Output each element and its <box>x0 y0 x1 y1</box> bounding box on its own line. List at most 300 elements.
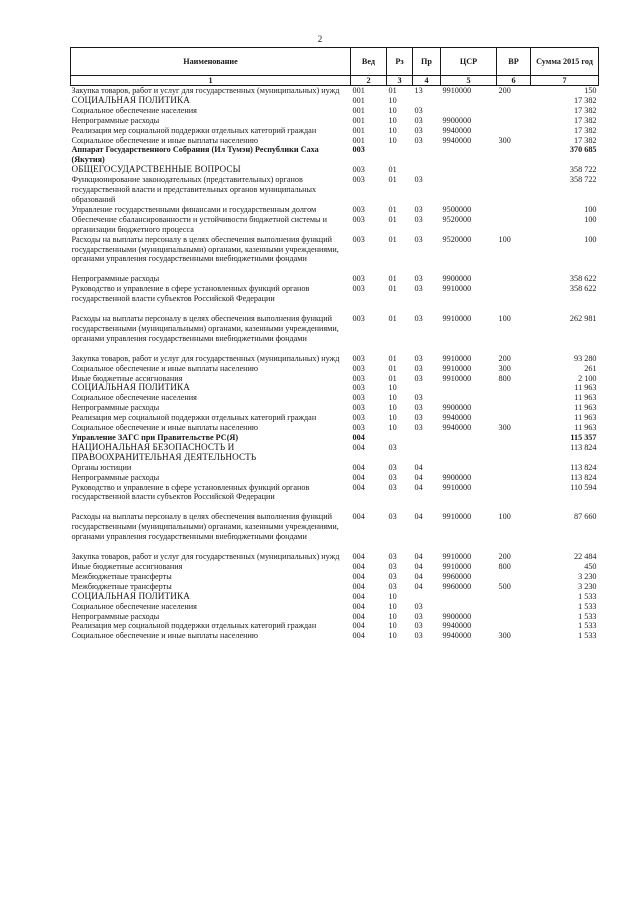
row-pr: 03 <box>414 611 423 621</box>
row-csr <box>441 383 497 393</box>
row-pr: 03 <box>414 601 423 611</box>
row-vr: 200 <box>498 552 511 562</box>
row-pr: 04 <box>414 581 423 591</box>
row-rz: 01 <box>388 363 397 373</box>
row-pr <box>413 165 441 175</box>
row-pr: 03 <box>414 284 423 294</box>
row-vr <box>497 483 531 513</box>
table-row <box>71 106 599 116</box>
row-csr <box>441 393 497 403</box>
table-row <box>71 126 599 136</box>
row-pr: 04 <box>414 462 423 472</box>
row-csr: 9900000 <box>442 472 472 482</box>
row-rz: 01 <box>388 204 397 214</box>
row-sum: 1 533 <box>578 611 597 621</box>
row-csr <box>441 165 497 175</box>
row-vr <box>497 215 531 235</box>
row-vr <box>497 592 531 602</box>
row-ved: 003 <box>352 214 365 224</box>
row-sum: 113 824 <box>570 472 597 482</box>
row-ved: 003 <box>352 165 365 175</box>
header-sum: Сумма 2015 год <box>531 48 599 76</box>
row-vr: 200 <box>498 353 511 363</box>
header-csr: ЦСР <box>441 48 497 76</box>
header-vr: ВР <box>497 48 531 76</box>
row-name: Социальное обеспечение и иные выплаты населению <box>71 135 258 145</box>
row-pr <box>413 145 441 165</box>
table-row <box>71 512 599 552</box>
row-sum: 11 963 <box>574 413 597 423</box>
table-row <box>71 354 599 364</box>
row-rz: 01 <box>388 274 397 284</box>
row-pr <box>413 96 441 106</box>
row-csr: 9910000 <box>442 353 472 363</box>
row-pr: 03 <box>414 363 423 373</box>
row-pr: 03 <box>414 115 423 125</box>
row-name: Межбюджетные трансферты <box>71 571 172 581</box>
row-sum: 87 660 <box>573 512 597 522</box>
row-name: Социальное обеспечение и иные выплаты населению <box>71 363 258 373</box>
row-vr <box>497 274 531 284</box>
row-ved: 004 <box>352 462 365 472</box>
row-ved: 003 <box>352 383 365 393</box>
row-csr: 9910000 <box>442 561 472 571</box>
row-name: Межбюджетные трансферты <box>71 581 172 591</box>
row-vr <box>497 106 531 116</box>
row-rz: 10 <box>388 631 397 641</box>
row-name: Расходы на выплаты персоналу в целях обеспечения выполнения функций государственными (муниципальными) органами, казенными учреждениями, органами управления государственными внебюджетными фондами <box>71 314 339 343</box>
row-vr <box>497 413 531 423</box>
row-ved: 003 <box>352 363 365 373</box>
row-vr <box>497 403 531 413</box>
table-row <box>71 413 599 423</box>
row-name: СОЦИАЛЬНАЯ ПОЛИТИКА <box>71 94 190 105</box>
row-csr: 9900000 <box>442 611 472 621</box>
row-pr: 03 <box>414 314 423 324</box>
budget-table <box>70 47 599 641</box>
row-name: Реализация мер социальной поддержки отдельных категорий граждан <box>71 413 317 423</box>
row-name: Социальное обеспечение и иные выплаты населению <box>71 423 258 433</box>
table-row <box>71 463 599 473</box>
row-ved: 001 <box>352 95 365 105</box>
header-name: Наименование <box>71 48 351 76</box>
row-vr: 300 <box>498 423 511 433</box>
row-ved: 003 <box>352 373 365 383</box>
row-ved: 004 <box>352 631 365 641</box>
row-csr: 9900000 <box>442 274 472 284</box>
row-rz: 03 <box>388 472 397 482</box>
column-number: 3 <box>387 76 413 86</box>
row-ved: 004 <box>352 472 365 482</box>
row-ved: 003 <box>352 403 365 413</box>
row-sum: 22 484 <box>573 552 597 562</box>
row-pr: 03 <box>414 413 423 423</box>
row-vr: 300 <box>498 135 511 145</box>
row-name: Иные бюджетные ассигнования <box>71 373 183 383</box>
row-rz: 10 <box>388 383 397 393</box>
row-sum: 17 382 <box>573 105 597 115</box>
table-row <box>71 612 599 622</box>
row-rz <box>387 433 413 443</box>
row-csr <box>441 175 497 205</box>
row-name: Социальное обеспечение и иные выплаты населению <box>71 631 258 641</box>
row-ved: 004 <box>352 621 365 631</box>
row-vr: 300 <box>498 363 511 373</box>
row-csr: 9900000 <box>442 403 472 413</box>
row-rz: 03 <box>388 442 397 452</box>
row-rz <box>387 145 413 165</box>
row-ved: 003 <box>352 353 365 363</box>
row-name: Расходы на выплаты персоналу в целях обеспечения выполнения функций государственными (муниципальными) органами, казенными учреждениями, органами управления государственными внебюджетными фондами <box>71 512 339 542</box>
row-vr <box>497 126 531 136</box>
row-sum: 110 594 <box>570 482 597 492</box>
row-pr: 03 <box>414 274 423 284</box>
row-rz: 01 <box>388 353 397 363</box>
row-pr: 04 <box>414 482 423 492</box>
row-pr: 03 <box>414 403 423 413</box>
row-rz: 10 <box>388 115 397 125</box>
row-pr <box>413 433 441 443</box>
row-rz: 10 <box>388 135 397 145</box>
row-vr <box>497 612 531 622</box>
row-csr: 9940000 <box>442 631 472 641</box>
row-csr <box>441 145 497 165</box>
row-name: Непрограммные расходы <box>71 472 160 482</box>
row-sum: 358 622 <box>569 274 597 284</box>
row-pr: 03 <box>414 423 423 433</box>
row-ved: 004 <box>352 581 365 591</box>
row-name: Обеспечение сбалансированности и устойчивости бюджетной системы и организации бюджетного процесса <box>71 214 327 234</box>
table-row <box>71 483 599 513</box>
header-ved: Вед <box>351 48 387 76</box>
row-rz: 01 <box>388 373 397 383</box>
row-rz: 03 <box>388 561 397 571</box>
row-name: СОЦИАЛЬНАЯ ПОЛИТИКА <box>71 382 190 393</box>
row-csr: 9940000 <box>442 423 472 433</box>
row-vr <box>497 284 531 314</box>
row-csr <box>441 106 497 116</box>
row-pr: 03 <box>414 621 423 631</box>
row-csr <box>441 443 497 463</box>
row-csr: 9910000 <box>442 314 472 324</box>
table-body <box>71 86 599 642</box>
row-csr <box>441 592 497 602</box>
row-csr: 9910000 <box>442 482 472 492</box>
row-ved: 001 <box>352 86 365 95</box>
row-sum: 358 722 <box>569 165 597 175</box>
row-ved: 001 <box>352 125 365 135</box>
row-pr: 03 <box>414 353 423 363</box>
row-vr <box>497 383 531 393</box>
row-rz: 03 <box>388 581 397 591</box>
row-name: Закупка товаров, работ и услуг для государственных (муниципальных) нужд <box>71 86 340 95</box>
row-vr: 500 <box>498 581 511 591</box>
row-sum: 100 <box>584 204 597 214</box>
row-pr <box>413 383 441 393</box>
row-csr: 9520000 <box>442 234 472 244</box>
row-sum: 11 963 <box>574 393 597 403</box>
row-name: Аппарат Государственного Собрания (Ил Тумэн) Республики Саха (Якутия) <box>71 145 319 165</box>
row-csr <box>441 433 497 443</box>
table-row <box>71 235 599 275</box>
row-sum: 450 <box>584 561 597 571</box>
row-name: Непрограммные расходы <box>71 403 160 413</box>
row-ved: 003 <box>352 234 365 244</box>
row-sum: 17 382 <box>573 125 597 135</box>
table-row <box>71 621 599 631</box>
row-sum: 115 357 <box>570 433 597 442</box>
row-sum: 100 <box>584 214 597 224</box>
row-ved: 004 <box>352 561 365 571</box>
row-name: Иные бюджетные ассигнования <box>71 561 183 571</box>
table-row <box>71 393 599 403</box>
row-vr <box>497 145 531 165</box>
row-ved: 001 <box>352 135 365 145</box>
table-row <box>71 562 599 572</box>
row-vr: 300 <box>498 631 511 641</box>
row-rz: 10 <box>388 125 397 135</box>
row-sum: 113 824 <box>570 462 597 472</box>
column-number: 1 <box>71 76 351 86</box>
row-csr: 9940000 <box>442 621 472 631</box>
row-sum: 370 685 <box>569 145 597 155</box>
table-row <box>71 364 599 374</box>
row-vr: 200 <box>498 86 511 95</box>
row-sum: 1 533 <box>578 601 597 611</box>
row-vr <box>497 621 531 631</box>
row-csr: 9500000 <box>442 204 472 214</box>
row-csr <box>441 463 497 473</box>
table-row <box>71 96 599 106</box>
row-ved: 001 <box>352 105 365 115</box>
row-pr: 04 <box>414 512 423 522</box>
row-sum: 261 <box>584 363 597 373</box>
row-rz: 01 <box>388 314 397 324</box>
row-vr <box>497 116 531 126</box>
row-ved: 004 <box>352 482 365 492</box>
row-rz: 10 <box>388 413 397 423</box>
table-row <box>71 443 599 463</box>
row-csr: 9910000 <box>442 552 472 562</box>
row-ved: 003 <box>352 175 365 185</box>
row-pr: 03 <box>414 631 423 641</box>
table-row <box>71 116 599 126</box>
row-rz: 10 <box>388 403 397 413</box>
row-pr <box>413 443 441 463</box>
page-number: 2 <box>317 34 323 44</box>
table-row <box>71 314 599 354</box>
row-ved: 003 <box>352 413 365 423</box>
row-csr: 9960000 <box>442 571 472 581</box>
row-rz: 03 <box>388 462 397 472</box>
row-pr: 03 <box>414 175 423 185</box>
row-pr: 03 <box>414 234 423 244</box>
row-ved: 004 <box>352 571 365 581</box>
table-row <box>71 145 599 165</box>
row-name: Социальное обеспечение населения <box>71 105 197 115</box>
row-csr: 9910000 <box>442 86 472 95</box>
row-name: ОБЩЕГОСУДАРСТВЕННЫЕ ВОПРОСЫ <box>71 164 241 175</box>
row-ved: 004 <box>352 552 365 562</box>
row-rz: 10 <box>388 611 397 621</box>
row-sum: 17 382 <box>573 135 597 145</box>
row-csr: 9520000 <box>442 214 472 224</box>
row-pr: 03 <box>414 214 423 224</box>
row-vr <box>497 473 531 483</box>
row-sum: 358 722 <box>569 175 597 185</box>
row-pr: 03 <box>414 204 423 214</box>
row-pr: 03 <box>414 373 423 383</box>
row-name: Управление ЗАГС при Правительстве РС(Я) <box>71 433 239 442</box>
row-rz: 10 <box>388 95 397 105</box>
row-rz: 01 <box>388 234 397 244</box>
table-row <box>71 552 599 562</box>
row-csr: 9910000 <box>442 284 472 294</box>
row-vr <box>497 433 531 443</box>
row-sum: 11 963 <box>574 383 597 393</box>
row-name: СОЦИАЛЬНАЯ ПОЛИТИКА <box>71 590 190 601</box>
row-rz: 01 <box>388 86 397 95</box>
row-rz: 10 <box>388 601 397 611</box>
row-pr: 13 <box>414 86 423 95</box>
row-name: Непрограммные расходы <box>71 115 160 125</box>
row-csr: 9910000 <box>442 363 472 373</box>
row-vr <box>497 205 531 215</box>
row-sum: 1 533 <box>578 621 597 631</box>
row-ved: 004 <box>352 442 365 452</box>
row-sum: 113 824 <box>570 442 597 452</box>
row-rz: 10 <box>388 393 397 403</box>
row-sum: 3 230 <box>578 571 597 581</box>
row-sum: 2 100 <box>578 373 597 383</box>
row-rz: 01 <box>388 175 397 185</box>
row-rz: 03 <box>388 512 397 522</box>
row-ved: 004 <box>352 601 365 611</box>
row-ved: 004 <box>352 512 365 522</box>
row-name: Функционирование законодательных (представительных) органов государственной власти и представительных органов муниципальных образований <box>71 175 317 204</box>
row-ved: 003 <box>352 393 365 403</box>
row-rz: 10 <box>388 621 397 631</box>
row-csr: 9940000 <box>442 413 472 423</box>
row-rz: 01 <box>388 214 397 224</box>
row-name: Руководство и управление в сфере установленных функций органов государственной власти субъектов Российской Федерации <box>71 284 310 304</box>
row-vr: 100 <box>498 512 511 522</box>
row-csr: 9960000 <box>442 581 472 591</box>
column-number: 5 <box>441 76 497 86</box>
row-csr: 9910000 <box>442 373 472 383</box>
row-sum: 262 981 <box>569 314 597 324</box>
row-name: Социальное обеспечение населения <box>71 601 197 611</box>
row-rz: 03 <box>388 571 397 581</box>
row-sum: 11 963 <box>574 423 597 433</box>
row-rz: 10 <box>388 423 397 433</box>
table-row <box>71 602 599 612</box>
row-vr <box>497 175 531 205</box>
row-pr: 04 <box>414 561 423 571</box>
column-number: 4 <box>413 76 441 86</box>
row-sum: 17 382 <box>573 115 597 125</box>
row-ved: 003 <box>352 274 365 284</box>
row-rz: 01 <box>388 284 397 294</box>
row-csr: 9940000 <box>442 135 472 145</box>
row-ved: 003 <box>352 145 365 155</box>
row-name: Расходы на выплаты персоналу в целях обеспечения выполнения функций государственными (муниципальными) органами, казенными учреждениями, органами управления государственными внебюджетными фондами <box>71 234 339 264</box>
row-sum: 93 280 <box>573 353 597 363</box>
row-sum: 17 382 <box>573 95 597 105</box>
column-number: 7 <box>531 76 599 86</box>
row-csr <box>441 96 497 106</box>
table-row <box>71 592 599 602</box>
row-vr <box>497 96 531 106</box>
row-rz: 03 <box>388 482 397 492</box>
row-vr <box>497 463 531 473</box>
row-ved: 001 <box>352 115 365 125</box>
row-name: Закупка товаров, работ и услуг для государственных (муниципальных) нужд <box>71 552 340 562</box>
row-name: Органы юстиции <box>71 462 132 472</box>
row-ved: 003 <box>352 314 365 324</box>
table-row <box>71 423 599 433</box>
row-rz: 10 <box>388 591 397 601</box>
row-sum: 1 533 <box>578 631 597 641</box>
row-ved: 003 <box>352 423 365 433</box>
row-ved: 004 <box>352 433 365 442</box>
table-row <box>71 284 599 314</box>
row-sum: 100 <box>584 234 597 244</box>
row-pr: 03 <box>414 125 423 135</box>
row-vr <box>497 393 531 403</box>
row-sum: 150 <box>584 86 597 95</box>
header-rz: Рз <box>387 48 413 76</box>
row-vr <box>497 572 531 582</box>
row-vr: 100 <box>498 234 511 244</box>
row-pr: 03 <box>414 393 423 403</box>
row-vr: 800 <box>498 561 511 571</box>
row-name: Непрограммные расходы <box>71 274 160 284</box>
header-pr: Пр <box>413 48 441 76</box>
row-sum: 358 622 <box>569 284 597 294</box>
row-rz: 10 <box>388 105 397 115</box>
row-name: Закупка товаров, работ и услуг для государственных (муниципальных) нужд <box>71 353 340 363</box>
column-number: 6 <box>497 76 531 86</box>
table-row <box>71 403 599 413</box>
column-number: 2 <box>351 76 387 86</box>
row-pr: 03 <box>414 135 423 145</box>
row-name: Реализация мер социальной поддержки отдельных категорий граждан <box>71 125 317 135</box>
row-name: НАЦИОНАЛЬНАЯ БЕЗОПАСНОСТЬ И ПРАВООХРАНИТЕЛЬНАЯ ДЕЯТЕЛЬНОСТЬ <box>71 441 257 462</box>
row-name: Управление государственными финансами и государственным долгом <box>71 204 317 214</box>
row-name: Непрограммные расходы <box>71 611 160 621</box>
row-name: Реализация мер социальной поддержки отдельных категорий граждан <box>71 621 317 631</box>
table-row <box>71 136 599 146</box>
row-sum: 1 533 <box>578 591 597 601</box>
row-vr: 100 <box>498 314 511 324</box>
row-ved: 003 <box>352 204 365 214</box>
row-pr <box>413 592 441 602</box>
row-csr: 9900000 <box>442 115 472 125</box>
row-vr <box>497 165 531 175</box>
table-row <box>71 473 599 483</box>
row-csr: 9940000 <box>442 125 472 135</box>
row-pr: 04 <box>414 571 423 581</box>
table-row <box>71 274 599 284</box>
row-ved: 004 <box>352 611 365 621</box>
row-rz: 03 <box>388 552 397 562</box>
table-row <box>71 205 599 215</box>
row-pr: 04 <box>414 472 423 482</box>
table-row <box>71 572 599 582</box>
row-ved: 004 <box>352 591 365 601</box>
row-ved: 003 <box>352 284 365 294</box>
